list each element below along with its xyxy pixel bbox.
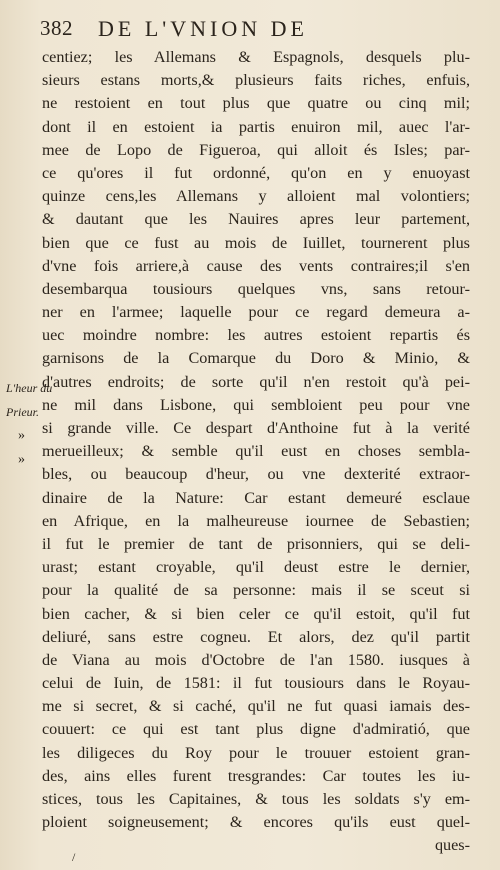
text-line: dinaire de la Nature: Car estant demeuré esclaue: [42, 488, 470, 507]
text-line: ne restoient en tout plus que quatre ou cinq mil;: [42, 94, 470, 113]
text-line: couuert: ce qui est tant plus digne d'admiratió, que: [42, 720, 470, 739]
footer-mark: /: [72, 850, 76, 864]
text-line: de Viana au mois d'Octobre de l'an 1580. iusques à: [42, 650, 470, 669]
text-line: centiez; les Allemans & Espagnols, desquels plu-: [42, 48, 470, 66]
margin-note: L'heur du: [6, 381, 53, 395]
text-line: stices, tous les Capitaines, & tous les soldats s'y em-: [42, 790, 470, 808]
running-title: DE L'VNION DE: [98, 16, 308, 41]
text-line: urast; estant croyable, qu'il deust estre le dernier,: [42, 558, 470, 577]
text-line: il fut le premier de tant de prisonniers, qui se deli-: [42, 534, 470, 553]
quotation-mark: »: [18, 452, 25, 467]
text-line: mee de Lopo de Figueroa, qui alloit és Isles; par-: [42, 140, 470, 159]
text-line: deliuré, sans estre cogneu. Et alors, dez qu'il partit: [42, 627, 470, 646]
text-line: des, ains elles furent tresgrandes: Car toutes les iu-: [42, 766, 470, 785]
text-line: me si secret, & si caché, qu'il ne fut quasi iamais des-: [42, 697, 470, 716]
text-line: bles, ou beaucoup d'heur, ou vne dexterité extraor-: [42, 465, 470, 484]
text-line: ploient soigneusement; & encores qu'ils eust quel-: [42, 813, 470, 832]
margin-note: Prieur.: [6, 405, 39, 419]
text-line: sieurs estans morts,& plusieurs faits riches, enfuis,: [42, 71, 470, 90]
text-line: garnisons de la Comarque du Doro & Minio, &: [42, 349, 470, 368]
text-line: & dautant que les Nauires apres leur partement,: [42, 210, 470, 229]
text-line: ner en l'armee; laquelle pour ce regard demeura a-: [42, 303, 470, 322]
quotation-mark: »: [18, 428, 25, 443]
text-line: bien cacher, & si bien celer ce qu'il estoit, qu'il fut: [42, 604, 470, 623]
text-line: merueilleux; & semble qu'il eust en choses sembla-: [42, 442, 470, 461]
text-line: en Afrique, en la malheureuse iournee de Sebastien;: [42, 511, 470, 530]
text-line: bien que ce fust au mois de Iuillet, tournerent plus: [42, 233, 470, 252]
text-line: uec moindre nombre: les autres estoient repartis és: [42, 326, 470, 345]
page-number: 382: [40, 16, 73, 40]
page-header: [40, 14, 480, 44]
text-line: les diligeces du Roy pour le trouuer estoient gran-: [42, 743, 470, 762]
text-line: si grande ville. Ce despart d'Anthoine fut à la verité: [42, 419, 470, 437]
text-line: ce qu'ores il fut ordonné, qu'on en y enuoyast: [42, 163, 470, 182]
text-line: pour la qualité de sa personne: mais il se sceut si: [42, 581, 470, 600]
text-line: desembarqua tousiours quelques vns, sans retour-: [42, 279, 470, 298]
text-line: d'vne fois arriere,à cause des vents contraires;il s'en: [42, 256, 470, 275]
body-text: [42, 46, 470, 858]
text-line: d'autres endroits; de sorte qu'il n'en restoit qu'à pei-: [42, 372, 470, 391]
text-line: ques-: [434, 836, 470, 855]
text-line: celui de Iuin, de 1581: il fut tousiours dans le Royau-: [42, 674, 470, 693]
text-line: dont il en estoient ia partis enuiron mil, auec l'ar-: [42, 117, 470, 136]
text-line: quinze cens,les Allemans y alloient mal volontiers;: [42, 187, 470, 206]
text-line: ne mil dans Lisbone, qui sembloient peu pour vne: [42, 395, 470, 414]
